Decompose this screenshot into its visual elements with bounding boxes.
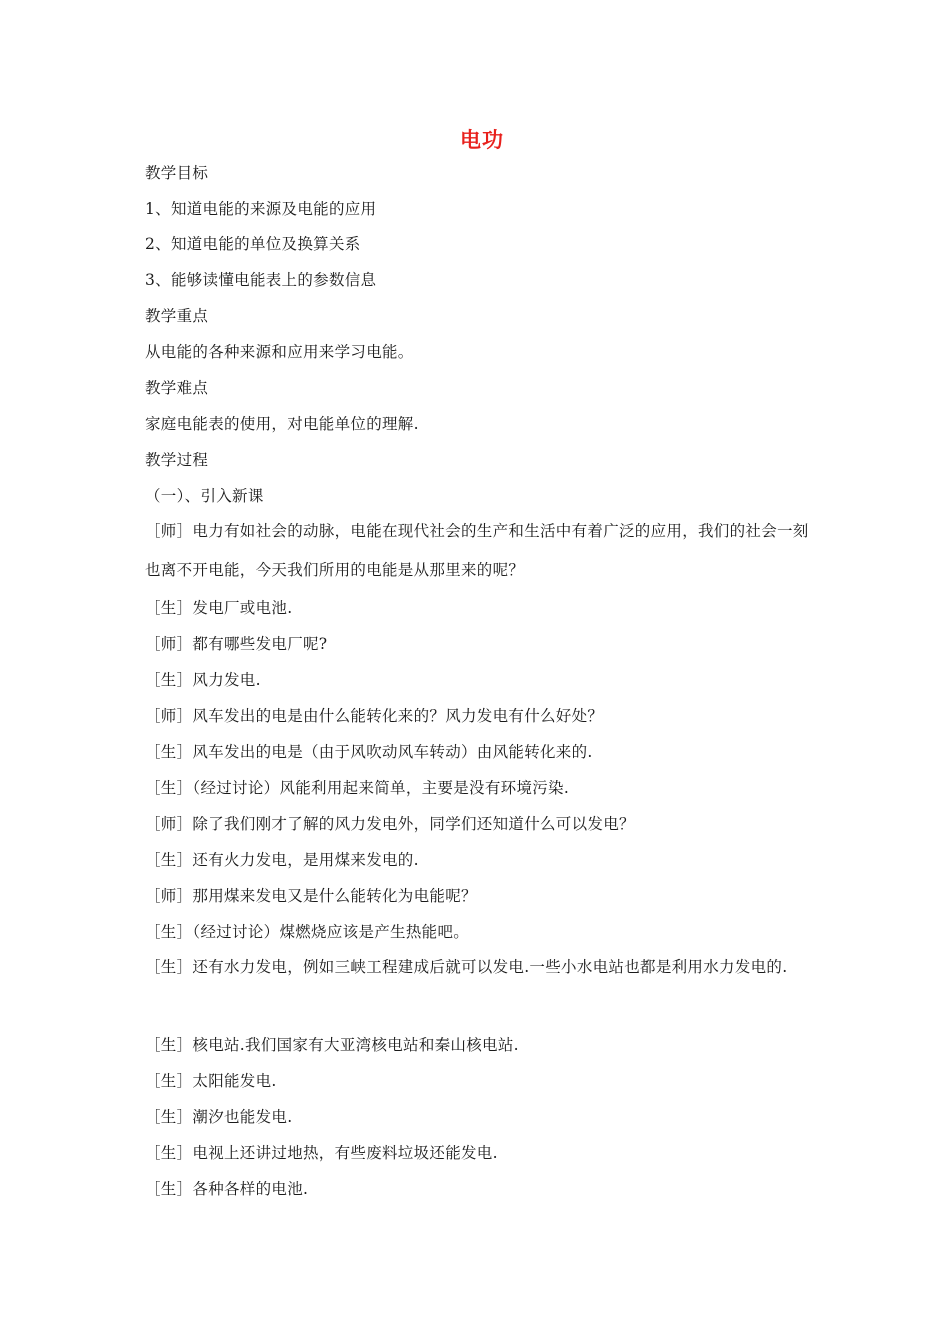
difficulty-text: 家庭电能表的使用，对电能单位的理解. — [145, 415, 419, 433]
dialogue-line: ［师］都有哪些发电厂呢? — [145, 635, 328, 653]
dialogue-line: ［生］电视上还讲过地热，有些废料垃圾还能发电. — [145, 1144, 498, 1162]
dialogue-line: ［生］风力发电. — [145, 671, 261, 689]
heading-teaching-goals: 教学目标 — [145, 164, 209, 182]
goal-item-1: 1、知道电能的来源及电能的应用 — [145, 200, 377, 218]
dialogue-line: ［师］电力有如社会的动脉，电能在现代社会的生产和生活中有着广泛的应用，我们的社会一刻也离不开电能，今天我们所用的电能是从那里来的呢？ — [145, 522, 809, 579]
dialogue-line: ［生］潮汐也能发电. — [145, 1108, 293, 1126]
dialogue-line: ［生］核电站.我们国家有大亚湾核电站和秦山核电站. — [145, 1036, 519, 1054]
dialogue-line: ［师］那用煤来发电又是什么能转化为电能呢？ — [145, 887, 477, 905]
key-point-text: 从电能的各种来源和应用来学习电能。 — [145, 343, 414, 361]
goal-item-3: 3、能够读懂电能表上的参数信息 — [145, 271, 377, 289]
dialogue-line: ［师］风车发出的电是由什么能转化来的？风力发电有什么好处？ — [145, 707, 604, 725]
goal-item-2: 2、知道电能的单位及换算关系 — [145, 235, 361, 253]
dialogue-line: ［生］各种各样的电池. — [145, 1180, 309, 1198]
document-title: 电功 — [460, 128, 504, 152]
dialogue-line: ［生］太阳能发电. — [145, 1072, 277, 1090]
heading-key-points: 教学重点 — [145, 307, 209, 325]
dialogue-line: ［生］风车发出的电是（由于风吹动风车转动）由风能转化来的. — [145, 743, 593, 761]
dialogue-line: ［生］（经过讨论）煤燃烧应该是产生热能吧。 — [145, 923, 470, 941]
dialogue-line: ［师］除了我们刚才了解的风力发电外，同学们还知道什么可以发电？ — [145, 815, 635, 833]
dialogue-line: ［生］还有火力发电，是用煤来发电的. — [145, 851, 419, 869]
dialogue-line: ［生］还有水力发电，例如三峡工程建成后就可以发电.一些小水电站也都是利用水力发电的. — [145, 958, 788, 976]
heading-process: 教学过程 — [145, 451, 209, 469]
dialogue-line: ［生］（经过讨论）风能利用起来简单，主要是没有环境污染. — [145, 779, 570, 797]
section-intro: （一）、引入新课 — [145, 487, 264, 505]
dialogue-line: ［生］发电厂或电池. — [145, 599, 293, 617]
heading-difficulties: 教学难点 — [145, 379, 209, 397]
